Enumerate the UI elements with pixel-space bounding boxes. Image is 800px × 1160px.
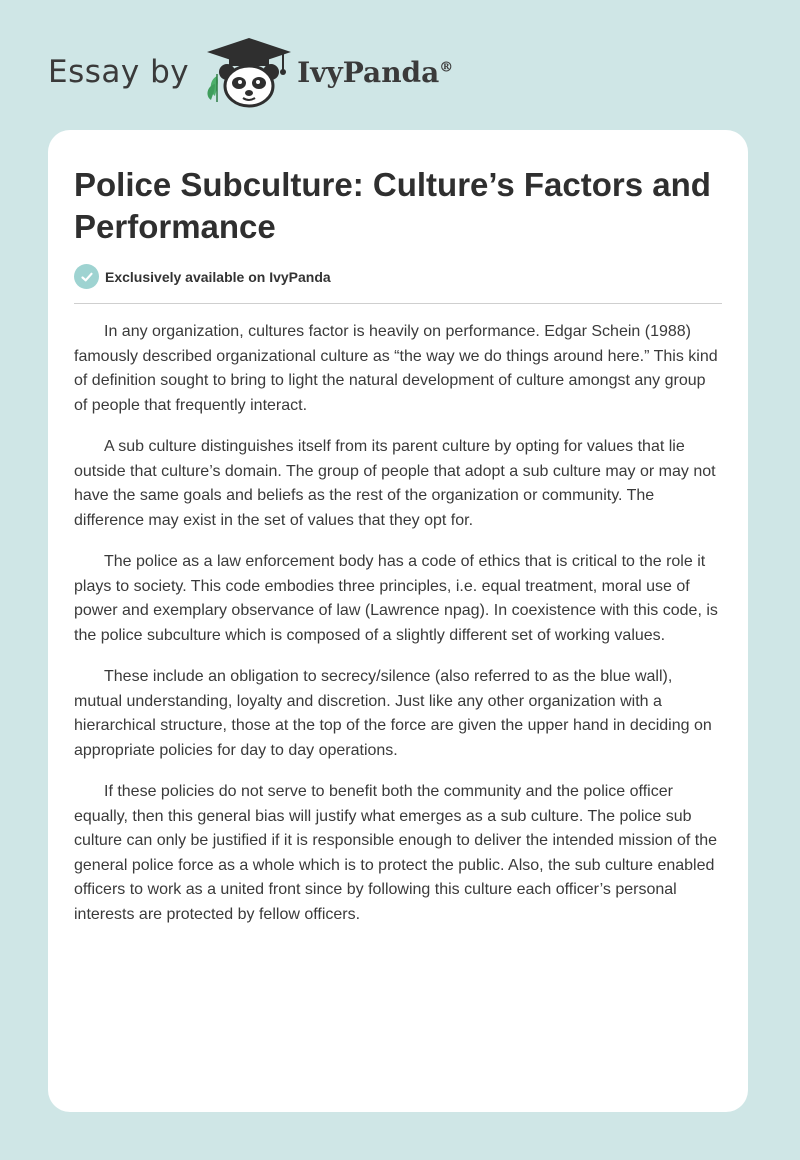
divider [74,303,722,304]
brand-name [297,56,453,89]
exclusive-badge [74,264,331,289]
brand-header[interactable] [48,36,453,108]
brand-name-text: IvyPanda [297,55,440,89]
badge-label: Exclusively available on IvyPanda [105,268,331,285]
registered-mark: ® [439,59,454,76]
page-title: Police Subculture: Culture’s Factors and Performance [74,166,711,245]
paragraph: These include an obligation to secrecy/silence (also referred to as the blue wall), mutual understanding, loyalty and discretion. Just like any other organization with a hierarchical structure, those at the top of the force are given the upper hand in deciding on appropriate policies for day to day operations. [74,668,712,759]
paragraph: In any organization, cultures factor is heavily on performance. Edgar Schein (1988) famously described organizational culture as “the way we do things around here.” This kind of definition sought to bring to light the natural development of culture amongst any group of people that frequently interact. [74,323,718,414]
paragraph: The police as a law enforcement body has a code of ethics that is critical to the role it plays to society. This code embodies three principles, i.e. equal treatment, moral use of power and exemplary observance of law (Lawrence npag). In coexistence with this code, is the police subculture which is composed of a slightly different set of working values. [74,553,718,644]
brand-prefix: Essay by [48,54,190,90]
check-circle-icon [74,264,99,289]
paragraph: If these policies do not serve to benefit both the community and the police officer equally, then this general bias will justify what emerges as a sub culture. The police sub culture can only be justified if it is responsible enough to deliver the intended mission of the general police force as a whole which is to protect the public. Also, the sub culture enabled officers to work as a united front since by following this culture each officer’s personal interests are protected by fellow officers. [74,783,718,923]
essay-card [48,130,748,1112]
paragraph: A sub culture distinguishes itself from its parent culture by opting for values that lie outside that culture’s domain. The group of people that adopt a sub culture may or may not have the same goals and beliefs as the rest of the organization or community. The difference may exist in the set of values that they opt for. [74,438,716,529]
panda-logo-icon [203,36,295,108]
essay-body [74,320,722,944]
